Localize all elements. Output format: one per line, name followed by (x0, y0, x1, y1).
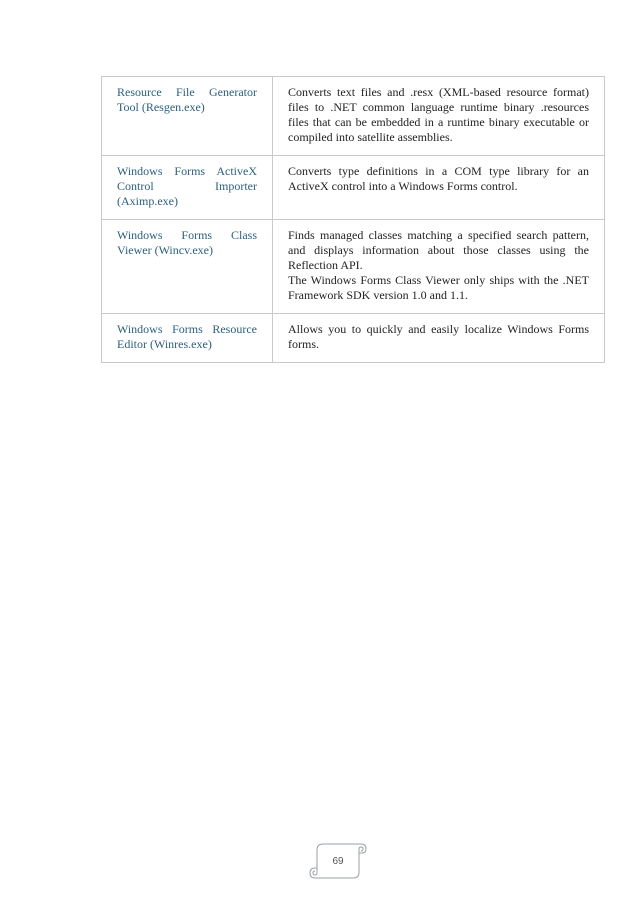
table-row (102, 77, 605, 156)
tools-table (101, 76, 605, 363)
tool-name: Windows Forms ActiveX Control Importer (Aximp.exe) (102, 156, 273, 220)
description-paragraph: The Windows Forms Class Viewer only ships with the .NET Framework SDK version 1.0 and 1.1. (288, 273, 589, 302)
description-paragraph: Allows you to quickly and easily localize Windows Forms forms. (288, 322, 589, 351)
tool-description (273, 220, 605, 314)
page-number: 69 (332, 856, 344, 867)
page-footer (309, 838, 367, 880)
table-row (102, 156, 605, 220)
description-paragraph: Converts text files and .resx (XML-based resource format) files to .NET common language runtime binary .resources files that can be embedded in a runtime binary executable or compiled into satellite assemblies. (288, 85, 589, 144)
table-row (102, 314, 605, 363)
description-paragraph: Finds managed classes matching a specified search pattern, and displays information about those classes using the Reflection API. (288, 228, 589, 272)
description-paragraph: Converts type definitions in a COM type library for an ActiveX control into a Windows Forms control. (288, 164, 589, 193)
tool-name: Windows Forms Resource Editor (Winres.exe) (102, 314, 273, 363)
tool-name: Resource File Generator Tool (Resgen.exe) (102, 77, 273, 156)
tool-name: Windows Forms Class Viewer (Wincv.exe) (102, 220, 273, 314)
tool-description (273, 77, 605, 156)
tool-description (273, 156, 605, 220)
tool-description (273, 314, 605, 363)
table-row (102, 220, 605, 314)
